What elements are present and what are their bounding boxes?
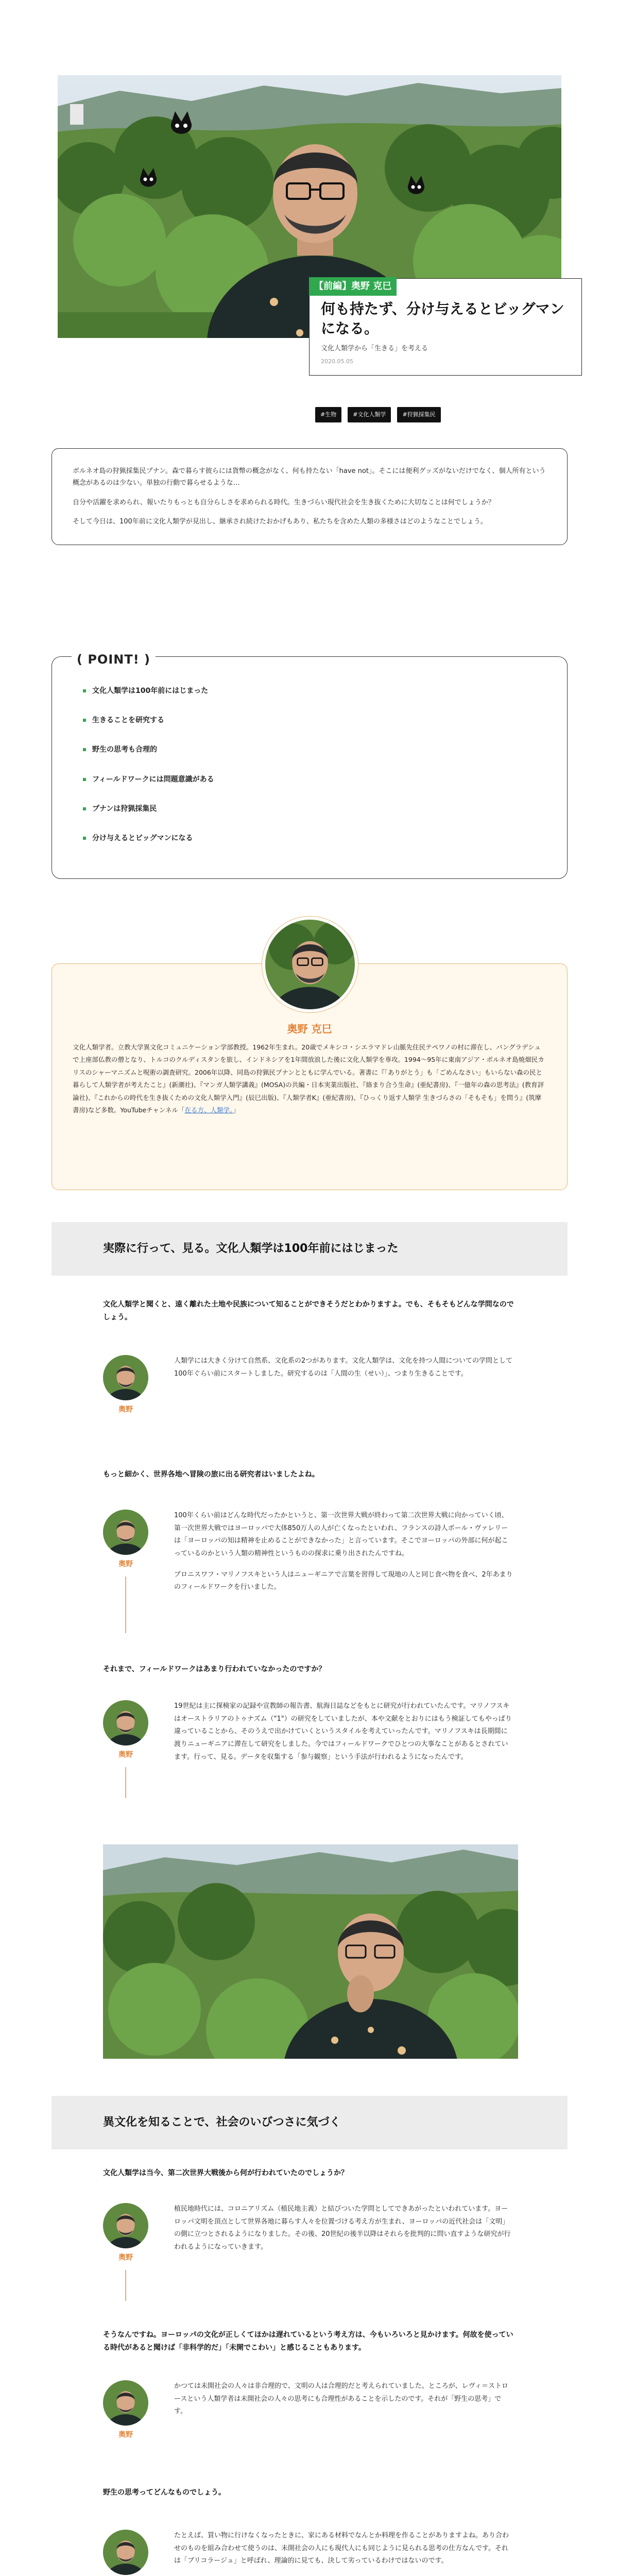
question: 文化人類学と聞くと、遠く離れた土地や民族について知ることができそうだとわかりますよ。でも、そもそもどんな学問なのでしょう。 — [103, 1300, 514, 1322]
answer-paragraph: かつては未開社会の人々は非合理的で、文明の人は合理的だと考えられていました。ところが、レヴィ＝ストロースという人類学者は未開社会の人々の思考にも合理性があることを示したのです。それが「野生の思考」です。 — [174, 2382, 508, 2416]
profile-name: 奥野 克巳 — [287, 1023, 332, 1035]
point-item: プナンは狩猟採集民 — [83, 803, 536, 816]
section-heading: 実際に行って、見る。文化人類学は100年前にはじまった — [52, 1222, 568, 1276]
question: それまで、フィールドワークはあまり行われていなかったのですか？ — [103, 1665, 326, 1673]
profile-card — [52, 963, 568, 1190]
tag-list — [315, 407, 441, 422]
lead-box — [52, 448, 568, 545]
answer — [174, 2380, 514, 2418]
page-subtitle: 文化人類学から「生きる」を考える — [321, 344, 428, 352]
answer — [174, 1355, 514, 1380]
answer-paragraph: 100年くらい前はどんな時代だったかというと、第一次世界大戦が終わって第二次世界大戦に向かっていく頃、第一次世界大戦ではヨーロッパで大体850万人の人が亡くなったといわれ、フランスの詩人ポール・ヴァレリーは「ヨーロッパの知は精神を止めることができなかった」と言っています。そこでヨーロッパの外部に何が起こっているのかという人類の精神性というものの探求に乗り出されたんですね。 — [174, 1512, 508, 1558]
interviewee-avatar — [103, 1510, 148, 1555]
answer-paragraph: たとえば、買い物に行けなくなったときに、家にある材料でなんとか料理を作ることがありますよね。あり合わせのものを組み合わせて使うのは、未開社会の人にも現代人にも同じように見られる思考の仕方なんです。それは「ブリコラージュ」と呼ばれ、理論的に見ても、決して劣っているわけではないのです。 — [174, 2532, 509, 2565]
interviewee-avatar — [103, 1355, 148, 1400]
interviewee-name: 奥野 — [118, 2253, 133, 2262]
answer — [174, 1510, 514, 1594]
point-item: 生きることを研究する — [83, 714, 536, 727]
question: もっと細かく、世界各地へ冒険の旅に出る研究者はいましたよね。 — [103, 1470, 319, 1479]
answer — [174, 1700, 514, 1764]
interviewee-avatar — [103, 2530, 148, 2575]
interviewee-avatar — [103, 2380, 148, 2426]
lead-paragraph: そして今日は、100年前に文化人類学が見出し、継承され続けたおかげもあり、私たちを含めた人類の多様さはどのようなことでしょう。 — [73, 518, 487, 526]
point-item: 分け与えるとビッグマンになる — [83, 832, 536, 845]
tag-link[interactable]: #文化人類学 — [348, 407, 391, 422]
series-badge: 【前編】奥野 克巳 — [309, 277, 397, 296]
interviewee-avatar — [103, 2203, 148, 2248]
answer-paragraph: 人類学には大きく分けて自然系、文化系の2つがあります。文化人類学は、文化を持つ人間についての学問として100年ぐらい前にスタートしました。研究するのは「人間の生（せい）」、つまり生きることです。 — [174, 1357, 512, 1378]
answer-paragraph: ブロニスワフ・マリノフスキという人はニューギニアで言葉を習得して現地の人と同じ食べ物を食べ、2年あまりのフィールドワークを行いました。 — [174, 1570, 513, 1591]
point-box — [52, 652, 568, 879]
profile-bio-end: 」 — [233, 1106, 239, 1114]
question: 野生の思考ってどんなものでしょう。 — [103, 2488, 226, 2497]
point-item: 野生の思考も合理的 — [83, 743, 536, 756]
section-heading: 異文化を知ることで、社会のいびつさに気づく — [52, 2096, 568, 2149]
answer-paragraph: 19世紀は主に探検家の記録や宣教師の報告書、航海日誌などをもとに研究が行われていたんです。マリノフスキはオーストラリアのトゥナズム（"1"）の研究をしていましたが、本や文献をとおりにはもう検証してもやっぱり違っていることから、そのうえで出かけていくというスタイルを考えていったんです。マリノフスキは長期間に渡りニューギニアに滞在して研究をしました。今ではフィールドワークでひとつの大事なことがあるとされています。行って、見る。データを収集する「参与観察」という手法が行われるようになったんです。 — [174, 1702, 512, 1761]
lead-paragraph: 自分や活躍を求められ、報いたりもっとも自分らしさを求められる時代。生きづらい現代社会を生き抜くために大切なことは何でしょうか？ — [73, 498, 495, 506]
profile-bio-text: 文化人類学者。立教大学異文化コミュニケーション学部教授。1962年生まれ。20歳でメキシコ・シエラマドレ山脈先住民テペワノの村に滞在し、バングラデシュで上座部仏教の僧となり、トルコのクルディスタンを旅し、インドネシアを1年間放浪した後に文化人類学を専攻。1994〜95年に東南アジア・ボルネオ島焼畑民カリスのシャーマニズムと呪術の調査研究。2006年以降、同島の狩猟民プナンとともに学んでいる。著書に『「ありがとう」も「ごめんなさい」もいらない森の民と暮らして人類学者が考えたこと』(新潮社)、『マンガ人類学講義』(MOSA)の共編・日本実業出版社、『絡まり合う生命』(亜紀書房)、『一億年の森の思考法』(教育評論社)、『これからの時代を生き抜くための文化人類学入門』(辰巳出版)、『人類学者K』(亜紀書房)、『ひっくり返す人類学 生きづらさの「そもそも」を問う』(筑摩書房)など多数。YouTubeチャンネル「 — [73, 1043, 544, 1114]
interviewee-name: 奥野 — [118, 1560, 133, 1568]
answer — [174, 2203, 514, 2254]
answer — [174, 2530, 514, 2568]
interviewee-avatar — [103, 1700, 148, 1745]
point-list — [83, 685, 536, 845]
point-item: 文化人類学は100年前にはじまった — [83, 685, 536, 698]
interviewee-name: 奥野 — [118, 1405, 133, 1414]
interviewee-name: 奥野 — [118, 1751, 133, 1759]
tag-link[interactable]: #狩猟採集民 — [397, 407, 440, 422]
lead-paragraph: ボルネオ島の狩猟採集民プナン。森で暮らす彼らには貨幣の概念がなく、何も持たない「have not」。そこには便利グッズがないだけでなく、個人所有という概念があるのは少ない。単独の行動で暮らせるような… — [73, 467, 546, 487]
point-heading: ( POINT! ) — [72, 649, 156, 671]
tag-link[interactable]: #生物 — [315, 407, 341, 422]
point-item: フィールドワークには問題意識がある — [83, 773, 536, 786]
publish-date: 2020.05.05 — [321, 358, 353, 365]
question: そうなんですね。ヨーロッパの文化が正しくてほかは遅れているという考え方は、今もいろいろと見かけます。何故を使っている時代があると聞けば「非科学的だ」「未開でこわい」と感じることもあります。 — [103, 2331, 513, 2352]
interviewee-name: 奥野 — [118, 2431, 133, 2439]
profile-bio — [73, 1041, 546, 1116]
answer-divider — [125, 2270, 126, 2301]
answer-divider — [125, 1577, 126, 1633]
youtube-channel-link[interactable]: 在る方、人類学。 — [184, 1106, 233, 1114]
interview-photo — [103, 1844, 518, 2059]
page-title: 何も持たず、分け与えるとビッグマンになる。 — [321, 300, 564, 337]
question: 文化人類学は当今、第二次世界大戦後から何が行われていたのでしょうか？ — [103, 2169, 348, 2177]
answer-paragraph: 植民地時代には、コロニアリズム（植民地主義）と結びついた学問としてできあがったといわれています。ヨーロッパ文明を頂点として世界各地に暮らす人々を位置づける考え方が生まれ、ヨーロッパの近代社会は「文明」の側に立つとされるようになりました。その後、20世紀の後半以降はそれらを批判的に問い直すような研究が行われるようになっていきます。 — [174, 2205, 511, 2251]
answer-divider — [125, 1767, 126, 1798]
profile-avatar — [262, 917, 358, 1012]
